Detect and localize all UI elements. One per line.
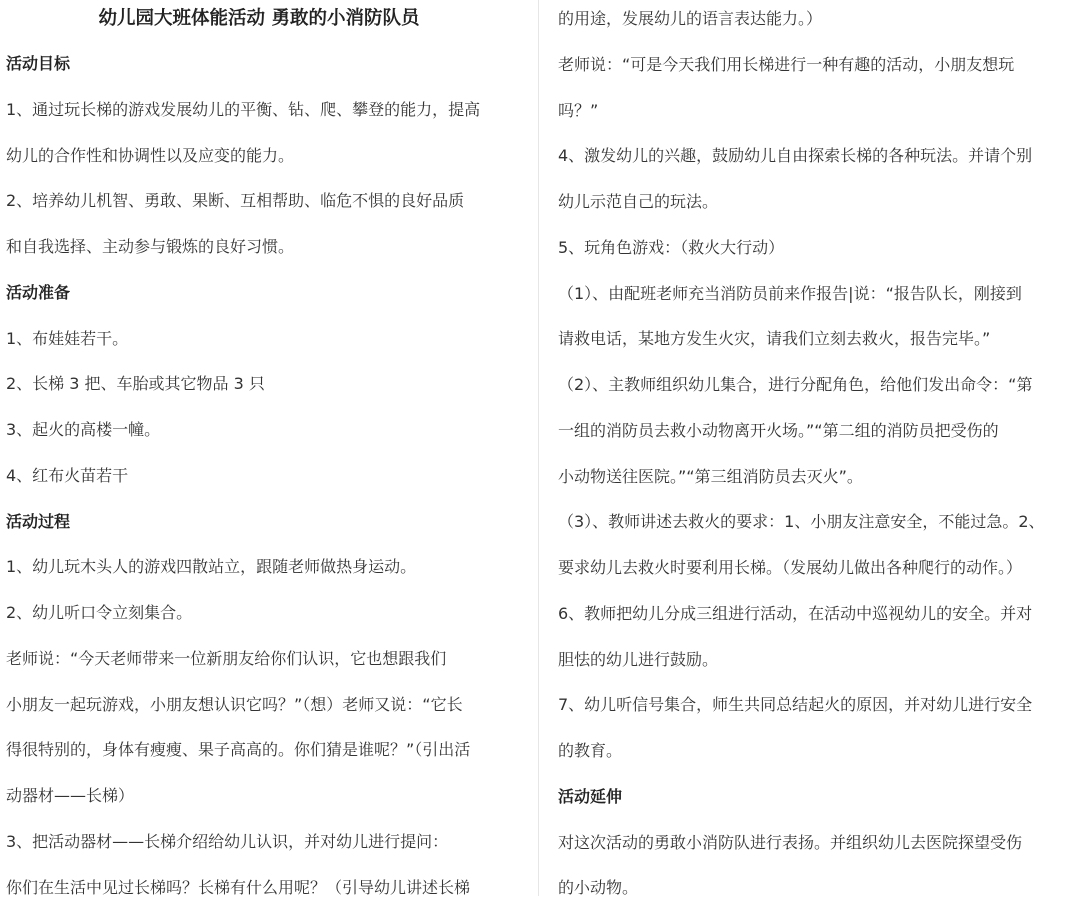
paragraph-line: 动器材——长梯） xyxy=(6,786,135,805)
column-divider xyxy=(538,0,539,896)
section-heading: 活动过程 xyxy=(6,511,71,531)
paragraph-line: 2、培养幼儿机智、勇敢、果断、互相帮助、临危不惧的良好品质 xyxy=(6,191,465,211)
paragraph-line: （3）、教师讲述去救火的要求：1、小朋友注意安全，不能过急。2、 xyxy=(558,512,1045,532)
paragraph-line: 你们在生活中见过长梯吗？长梯有什么用呢？（引导幼儿讲述长梯 xyxy=(6,877,471,897)
paragraph-line: 7、幼儿听信号集合，师生共同总结起火的原因，并对幼儿进行安全 xyxy=(558,695,1033,715)
paragraph-line: 2、幼儿听口令立刻集合。 xyxy=(6,603,193,622)
paragraph-line: 老师说：“可是今天我们用长梯进行一种有趣的活动，小朋友想玩 xyxy=(558,54,1015,74)
paragraph-line: 胆怯的幼儿进行鼓励。 xyxy=(558,649,719,669)
paragraph-line: 3、起火的高楼一幢。 xyxy=(6,420,161,439)
paragraph-line: 小朋友一起玩游戏，小朋友想认识它吗？”（想）老师又说：“它长 xyxy=(6,694,463,714)
paragraph-line: 4、红布火苗若干 xyxy=(6,465,129,485)
paragraph-line: 吗？” xyxy=(558,100,599,120)
paragraph-line: 请救电话，某地方发生火灾，请我们立刻去救火，报告完毕。” xyxy=(558,329,991,349)
paragraph-line: 4、激发幼儿的兴趣，鼓励幼儿自由探索长梯的各种玩法。并请个别 xyxy=(558,146,1033,166)
paragraph-line: 的教育。 xyxy=(558,741,623,760)
paragraph-line: 一组的消防员去救小动物离开火场。”“第二组的消防员把受伤的 xyxy=(558,420,999,440)
left-column xyxy=(0,0,532,896)
paragraph-line: 和自我选择、主动参与锻炼的良好习惯。 xyxy=(6,237,295,256)
paragraph-line: 1、通过玩长梯的游戏发展幼儿的平衡、钻、爬、攀登的能力，提高 xyxy=(6,99,481,119)
paragraph-line: 1、幼儿玩木头人的游戏四散站立，跟随老师做热身运动。 xyxy=(6,557,417,577)
section-heading: 活动目标 xyxy=(6,54,71,73)
section-heading: 活动准备 xyxy=(6,282,71,302)
paragraph-line: 的用途，发展幼儿的语言表达能力。） xyxy=(558,9,823,28)
page-title: 幼儿园大班体能活动 勇敢的小消防队员 xyxy=(98,8,420,29)
paragraph-line: 3、把活动器材——长梯介绍给幼儿认识，并对幼儿进行提问： xyxy=(6,831,449,851)
paragraph-line: 幼儿的合作性和协调性以及应变的能力。 xyxy=(6,145,295,165)
paragraph-line: 得很特别的，身体有瘦瘦、果子高高的。你们猜是谁呢？”（引出活 xyxy=(6,740,471,760)
paragraph-line: 5、玩角色游戏：（救火大行动） xyxy=(558,237,785,257)
paragraph-line: 小动物送往医院。”“第三组消防员去灭火”。 xyxy=(558,466,863,486)
paragraph-line: 要求幼儿去救火时要利用长梯。（发展幼儿做出各种爬行的动作。） xyxy=(558,558,1023,577)
paragraph-line: 1、布娃娃若干。 xyxy=(6,328,129,348)
paragraph-line: （1）、由配班老师充当消防员前来作报告|说：“报告队长，刚接到 xyxy=(558,283,1022,303)
right-column xyxy=(546,0,1080,896)
paragraph-line: 6、教师把幼儿分成三组进行活动，在活动中巡视幼儿的安全。并对 xyxy=(558,603,1033,623)
paragraph-line: 对这次活动的勇敢小消防队进行表扬。并组织幼儿去医院探望受伤 xyxy=(558,832,1023,852)
section-heading: 活动延伸 xyxy=(558,786,623,806)
paragraph-line: 的小动物。 xyxy=(558,878,639,898)
paragraph-line: 老师说：“今天老师带来一位新朋友给你们认识，它也想跟我们 xyxy=(6,648,447,668)
paragraph-line: 幼儿示范自己的玩法。 xyxy=(558,192,719,211)
paragraph-line: 2、长梯 3 把、车胎或其它物品 3 只 xyxy=(6,374,265,394)
paragraph-line: （2）、主教师组织幼儿集合，进行分配角色，给他们发出命令：“第 xyxy=(558,375,1033,394)
